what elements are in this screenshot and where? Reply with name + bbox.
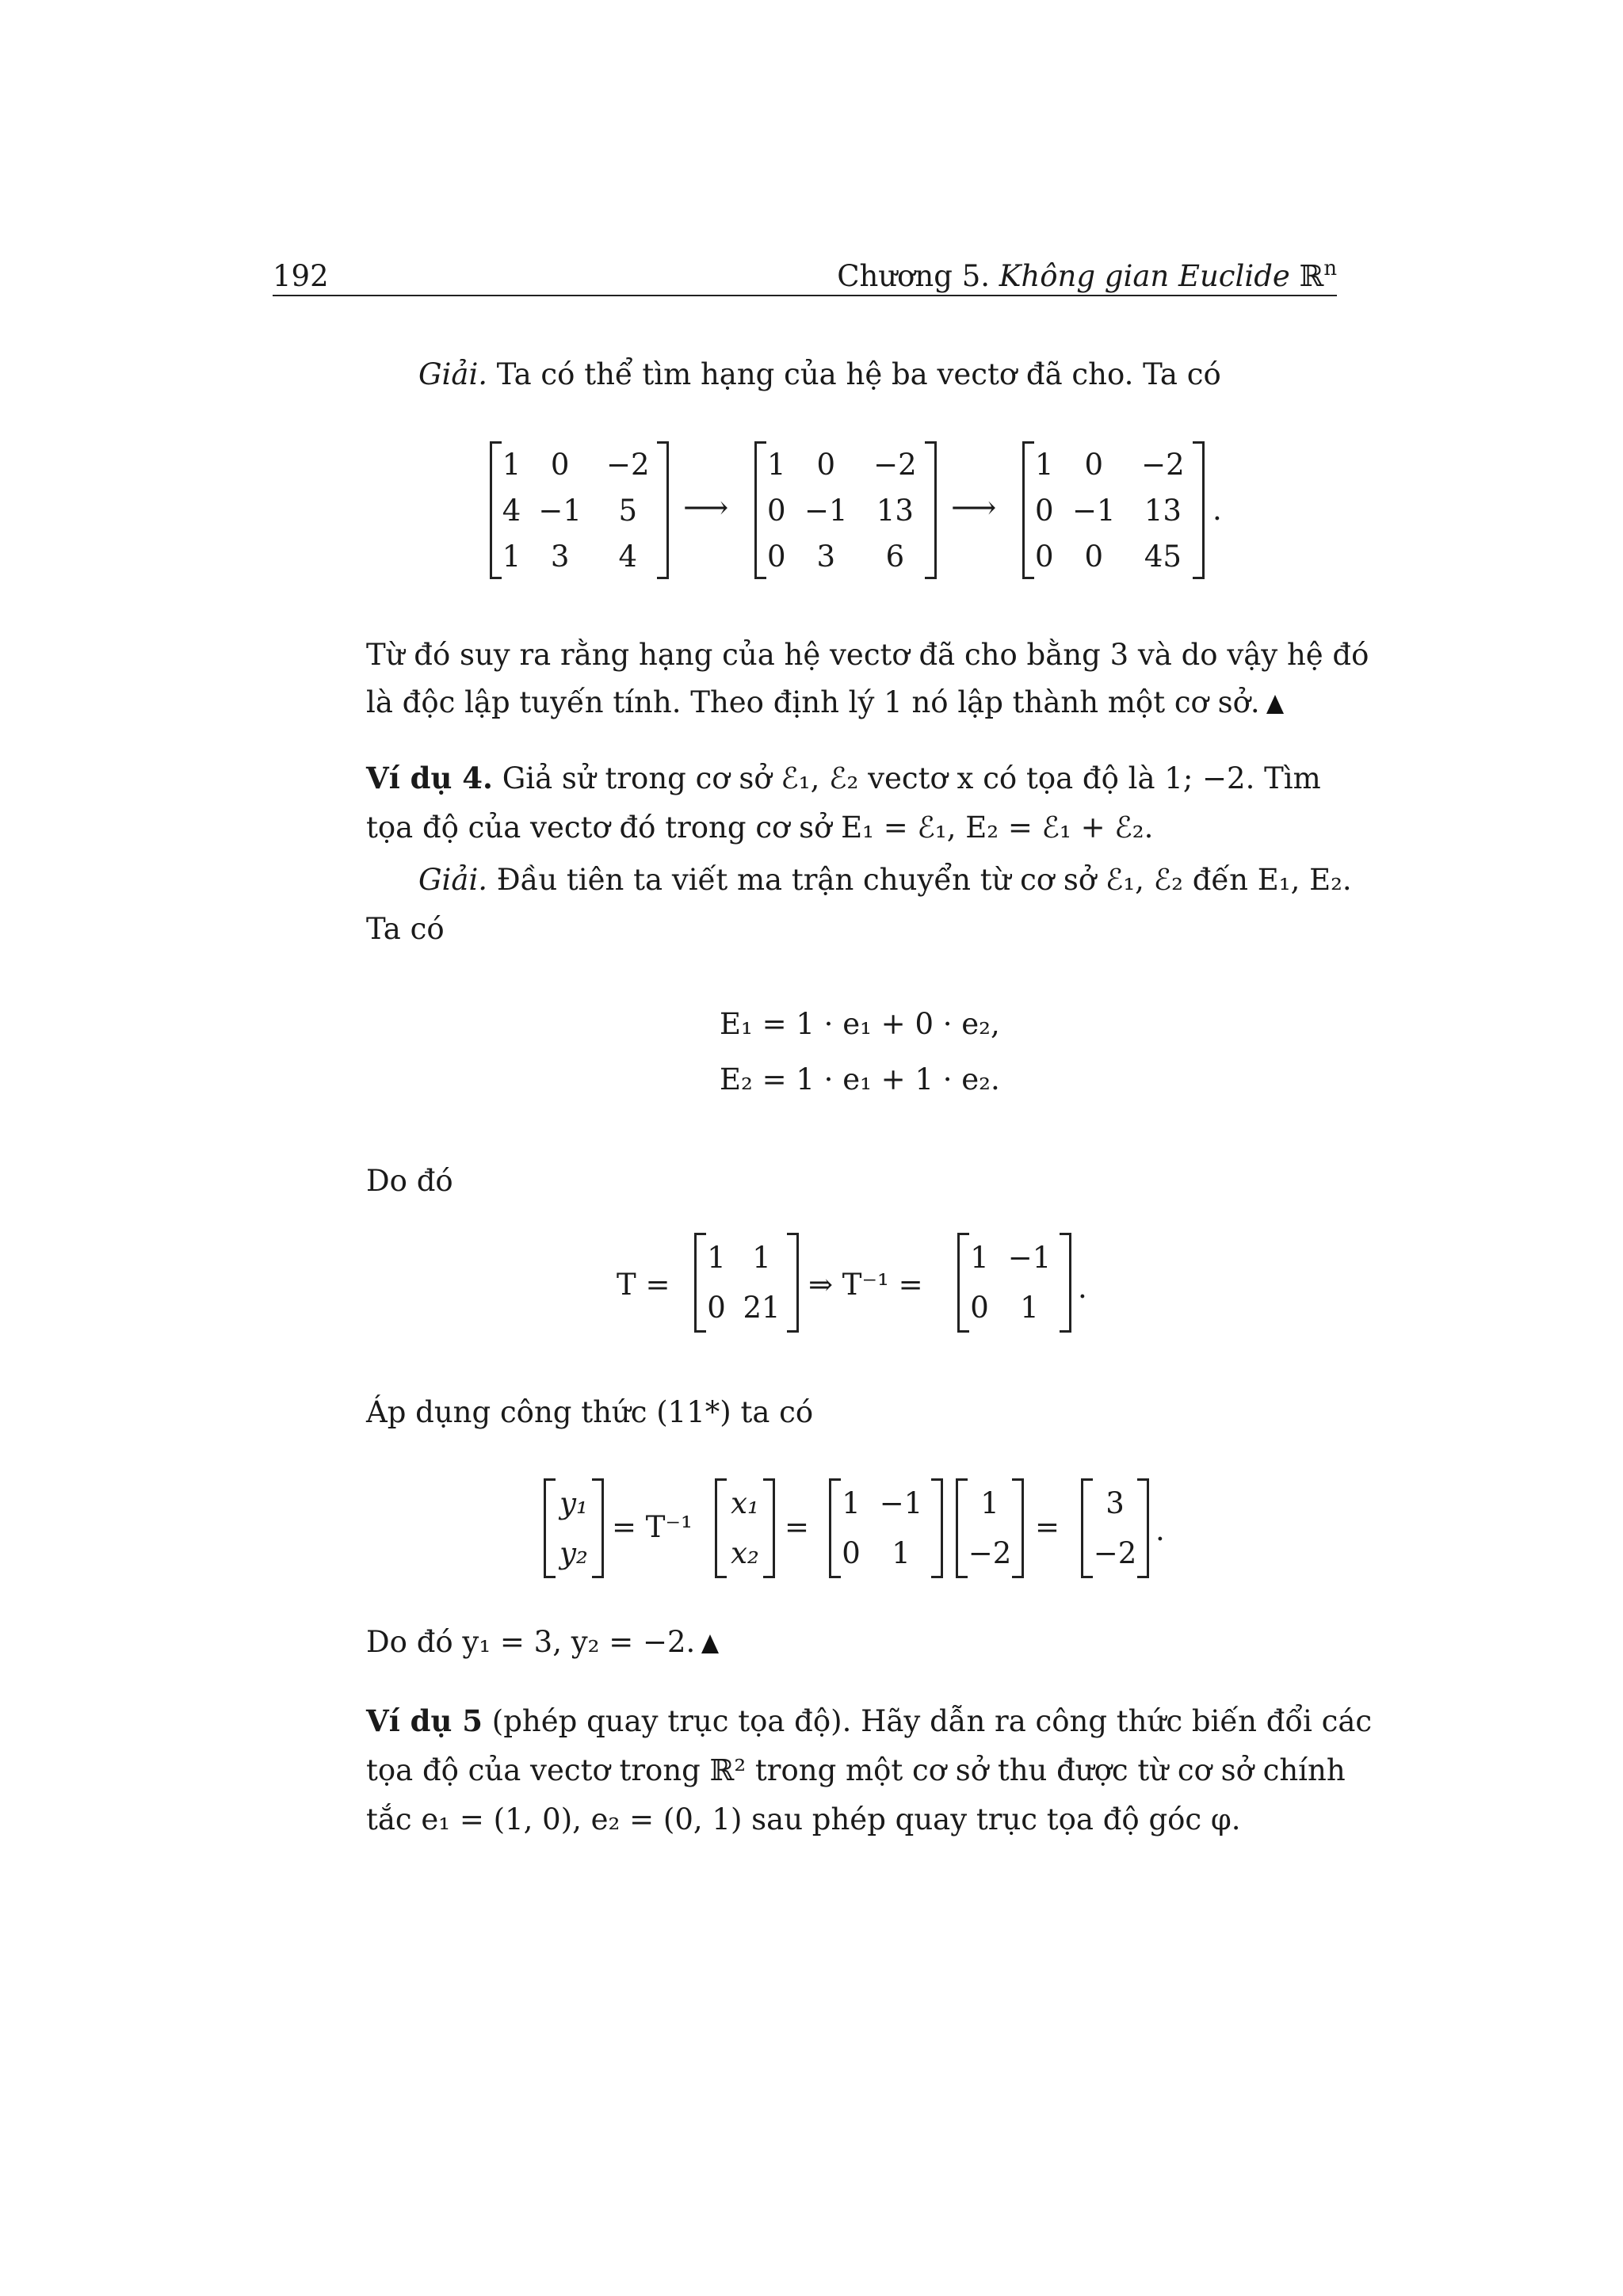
cell: 1 xyxy=(752,1241,771,1275)
cell: 45 xyxy=(1144,539,1182,574)
matrix-a xyxy=(490,441,669,579)
cell: 3 xyxy=(550,539,570,574)
cell: 0 xyxy=(767,539,786,574)
cell: −2 xyxy=(605,447,650,482)
solution-intro xyxy=(418,350,1221,399)
arrow: ⟶ xyxy=(683,490,729,526)
t-lhs: T = xyxy=(617,1268,670,1302)
page-number: 192 xyxy=(273,259,329,293)
conclusion xyxy=(366,1618,719,1666)
equation-e2: E₂ = 1 · e₁ + 1 · e₂. xyxy=(720,1062,1000,1097)
cell: 4 xyxy=(618,539,637,574)
cell: −1 xyxy=(804,493,848,528)
cell: −1 xyxy=(1071,493,1116,528)
header-rule xyxy=(273,295,1337,296)
para-rank-line2 xyxy=(366,678,1284,727)
conclusion-text: Do đó y₁ = 3, y₂ = −2. xyxy=(366,1625,696,1659)
cell: 0 xyxy=(1035,493,1054,528)
result-vector xyxy=(1081,1478,1149,1578)
matrix-b xyxy=(754,441,937,579)
cell: y₂ xyxy=(559,1536,588,1570)
t-inv-matrix xyxy=(957,1233,1071,1333)
cell: 1 xyxy=(1020,1291,1039,1325)
solution-text: Ta có thể tìm hạng của hệ ba vectơ đã cho. Ta có xyxy=(487,357,1221,391)
x-vector xyxy=(715,1478,775,1578)
cell: −2 xyxy=(873,447,917,482)
cell: 1 xyxy=(502,447,521,482)
arrow: ⟶ xyxy=(951,490,997,526)
tinv-matrix xyxy=(829,1478,943,1578)
example5-text1: (phép quay trục tọa độ). Hãy dẫn ra công thức biến đổi các xyxy=(483,1704,1373,1738)
para-rank-text: là độc lập tuyến tính. Theo định lý 1 nó lập thành một cơ sở. xyxy=(366,685,1260,719)
cell: 1 xyxy=(1035,447,1054,482)
cell: 0 xyxy=(767,493,786,528)
chapter-prefix: Chương 5. xyxy=(837,259,999,293)
example5-label: Ví dụ 5 xyxy=(366,1703,483,1738)
t-inv-lhs: ⇒ T⁻¹ = xyxy=(808,1268,923,1302)
result-end-period: . xyxy=(1155,1513,1165,1547)
example4-solution-line2: Ta có xyxy=(366,912,445,946)
cell: −2 xyxy=(1093,1536,1137,1570)
example5-line3: tắc e₁ = (1, 0), e₂ = (0, 1) sau phép quay trục tọa độ góc φ. xyxy=(366,1802,1241,1836)
do-do-text: Do đó xyxy=(366,1164,453,1198)
cell: 0 xyxy=(707,1291,726,1325)
cell: −2 xyxy=(968,1536,1012,1570)
eq-sign-2: = xyxy=(1035,1510,1060,1544)
example4-solution-lead: Giải. xyxy=(418,863,488,897)
example4-solution-text: Đầu tiên ta viết ma trận chuyển từ cơ sở ℰ₁, ℰ₂ đến E₁, E₂. xyxy=(487,863,1352,897)
example5-line1 xyxy=(366,1697,1372,1745)
cell: 1 xyxy=(980,1486,999,1520)
coords-vector xyxy=(956,1478,1024,1578)
example4-label: Ví dụ 4. xyxy=(366,761,493,795)
cell: 1 xyxy=(502,539,521,574)
example4-solution-line1 xyxy=(418,856,1352,904)
example5-line2: tọa độ của vectơ trong ℝ² trong một cơ sở thu được từ cơ sở chính xyxy=(366,1753,1346,1787)
cell: 1 xyxy=(842,1486,861,1520)
cell: −2 xyxy=(1141,447,1185,482)
eq-sign: = xyxy=(785,1510,810,1544)
t-end-period: . xyxy=(1078,1271,1087,1305)
cell: 5 xyxy=(618,493,637,528)
example4-line1 xyxy=(366,754,1321,803)
cell: y₁ xyxy=(559,1486,588,1520)
example4-line2: tọa độ của vectơ đó trong cơ sở E₁ = ℰ₁, E₂ = ℰ₁ + ℰ₂. xyxy=(366,810,1154,845)
chapter-symbol: ℝ xyxy=(1299,259,1324,293)
cell: x₂ xyxy=(731,1536,759,1570)
cell: 0 xyxy=(1084,539,1103,574)
cell: 3 xyxy=(816,539,835,574)
t-matrix xyxy=(694,1233,799,1333)
para-rank-line1: Từ đó suy ra rằng hạng của hệ vectơ đã cho bằng 3 và do vậy hệ đó xyxy=(366,638,1369,672)
cell: −1 xyxy=(879,1486,923,1520)
y-vector xyxy=(544,1478,604,1578)
cell: 0 xyxy=(816,447,835,482)
cell: 21 xyxy=(743,1291,781,1325)
cell: 0 xyxy=(970,1291,989,1325)
end-of-proof-icon xyxy=(701,1634,719,1653)
equation-e1: E₁ = 1 · e₁ + 0 · e₂, xyxy=(720,1007,1000,1041)
cell: −1 xyxy=(1007,1241,1052,1275)
matrix-end-period: . xyxy=(1212,493,1222,527)
cell: 0 xyxy=(550,447,570,482)
chapter-sup: n xyxy=(1323,256,1337,280)
solution-lead: Giải. xyxy=(418,357,488,391)
cell: 1 xyxy=(892,1536,911,1570)
chapter-title: Không gian Euclide xyxy=(999,259,1290,293)
end-of-proof-icon xyxy=(1266,695,1284,714)
cell: 0 xyxy=(842,1536,861,1570)
cell: 0 xyxy=(1084,447,1103,482)
cell: 1 xyxy=(707,1241,726,1275)
cell: 13 xyxy=(1144,493,1182,528)
matrix-c xyxy=(1022,441,1205,579)
apply-formula-text: Áp dụng công thức (11*) ta có xyxy=(366,1395,814,1429)
eq-tinv: = T⁻¹ xyxy=(612,1510,693,1544)
running-header xyxy=(837,252,1337,300)
example4-text1: Giả sử trong cơ sở ℰ₁, ℰ₂ vectơ x có tọa độ là 1; −2. Tìm xyxy=(492,761,1321,795)
cell: 13 xyxy=(876,493,914,528)
cell: x₁ xyxy=(731,1486,759,1520)
cell: 6 xyxy=(885,539,905,574)
cell: 4 xyxy=(502,493,521,528)
cell: 0 xyxy=(1035,539,1054,574)
cell: −1 xyxy=(538,493,582,528)
cell: 1 xyxy=(970,1241,989,1275)
cell: 1 xyxy=(767,447,786,482)
cell: 3 xyxy=(1106,1486,1125,1520)
